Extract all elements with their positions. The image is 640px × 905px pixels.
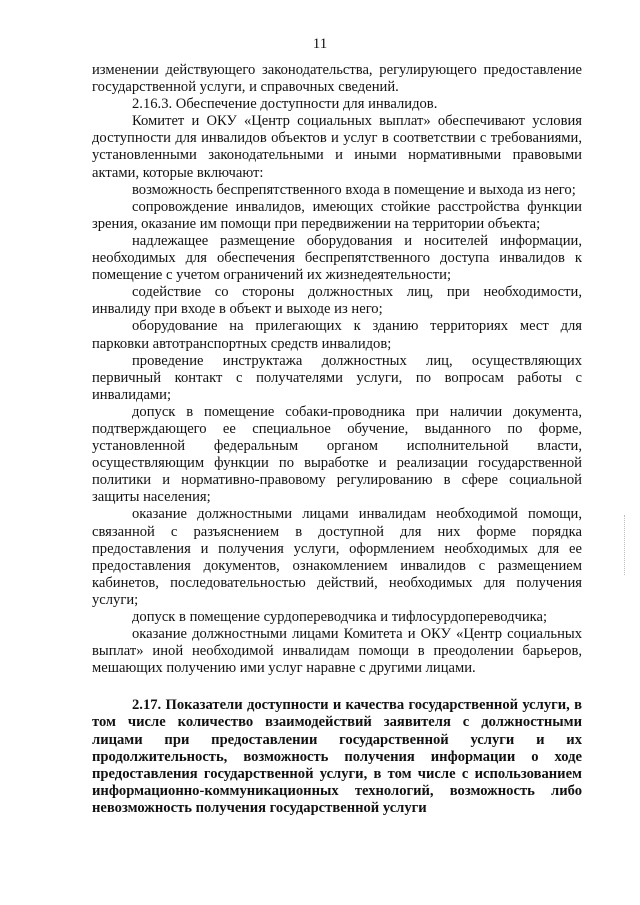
list-item: оказание должностными лицами инвалидам необходимой помощи, связанной с разъяснением в доступной для них форме порядка предоставления и получения услуги, оформлением необходимых для ее предоставления документов, ознакомлением инвалидов с размещением кабинетов, последовательностью действий, необходимых для получения услуги;	[92, 506, 582, 608]
margin-mark	[624, 515, 633, 575]
list-item: допуск в помещение сурдопереводчика и тифлосурдопереводчика;	[132, 609, 548, 625]
section-title: 2.16.3. Обеспечение доступности для инвалидов.	[132, 96, 438, 113]
section-heading: 2.17. Показатели доступности и качества государственной услуги, в том числе количество взаимодействий заявителя с должностными лицами при предоставлении государственной услуги и их продолжительность, возможность получения информации о ходе предоставления государственной услуги, в том числе с использованием информационно-коммуникационных технологий, возможность либо невозможность получения государственной услуги	[92, 697, 582, 816]
paragraph: Комитет и ОКУ «Центр социальных выплат» обеспечивают условия доступности для инвалидов объектов и услуг в соответствии с требованиями, установленными законодательными и иными нормативными правовыми актами, которые включают:	[92, 113, 582, 181]
list-item: оказание должностными лицами Комитета и ОКУ «Центр социальных выплат» иной необходимой инвалидам помощи в преодолении барьеров, мешающих получению ими услуг наравне с другими лицами.	[92, 626, 582, 677]
paragraph: изменении действующего законодательства, регулирующего предоставление государственной услуги, и справочных сведений.	[92, 62, 582, 96]
page-number: 11	[312, 36, 328, 52]
list-item: проведение инструктажа должностных лиц, осуществляющих первичный контакт с получателями услуги, по вопросам работы с инвалидами;	[92, 352, 582, 403]
list-item: сопровождение инвалидов, имеющих стойкие расстройства функции зрения, оказание им помощи при передвижении на территории объекта;	[92, 198, 582, 232]
list-item: оборудование на прилегающих к зданию территориях мест для парковки автотранспортных средств инвалидов;	[92, 318, 582, 352]
list-item: содействие со стороны должностных лиц, при необходимости, инвалиду при входе в объект и выходе из него;	[92, 284, 582, 318]
list-item: возможность беспрепятственного входа в помещение и выхода из него;	[132, 181, 576, 198]
document-body	[92, 62, 582, 817]
list-item: допуск в помещение собаки-проводника при наличии документа, подтверждающего ее специальное обучение, выданного по форме, установленной федеральным органом исполнительной власти, осуществляющим функции по выработке и реализации государственной политики и нормативно-правовому регулированию в сфере социальной защиты населения;	[92, 403, 582, 506]
list-item: надлежащее размещение оборудования и носителей информации, необходимых для обеспечения беспрепятственного доступа инвалидов к помещение с учетом ограничений их жизнедеятельности;	[92, 232, 582, 284]
